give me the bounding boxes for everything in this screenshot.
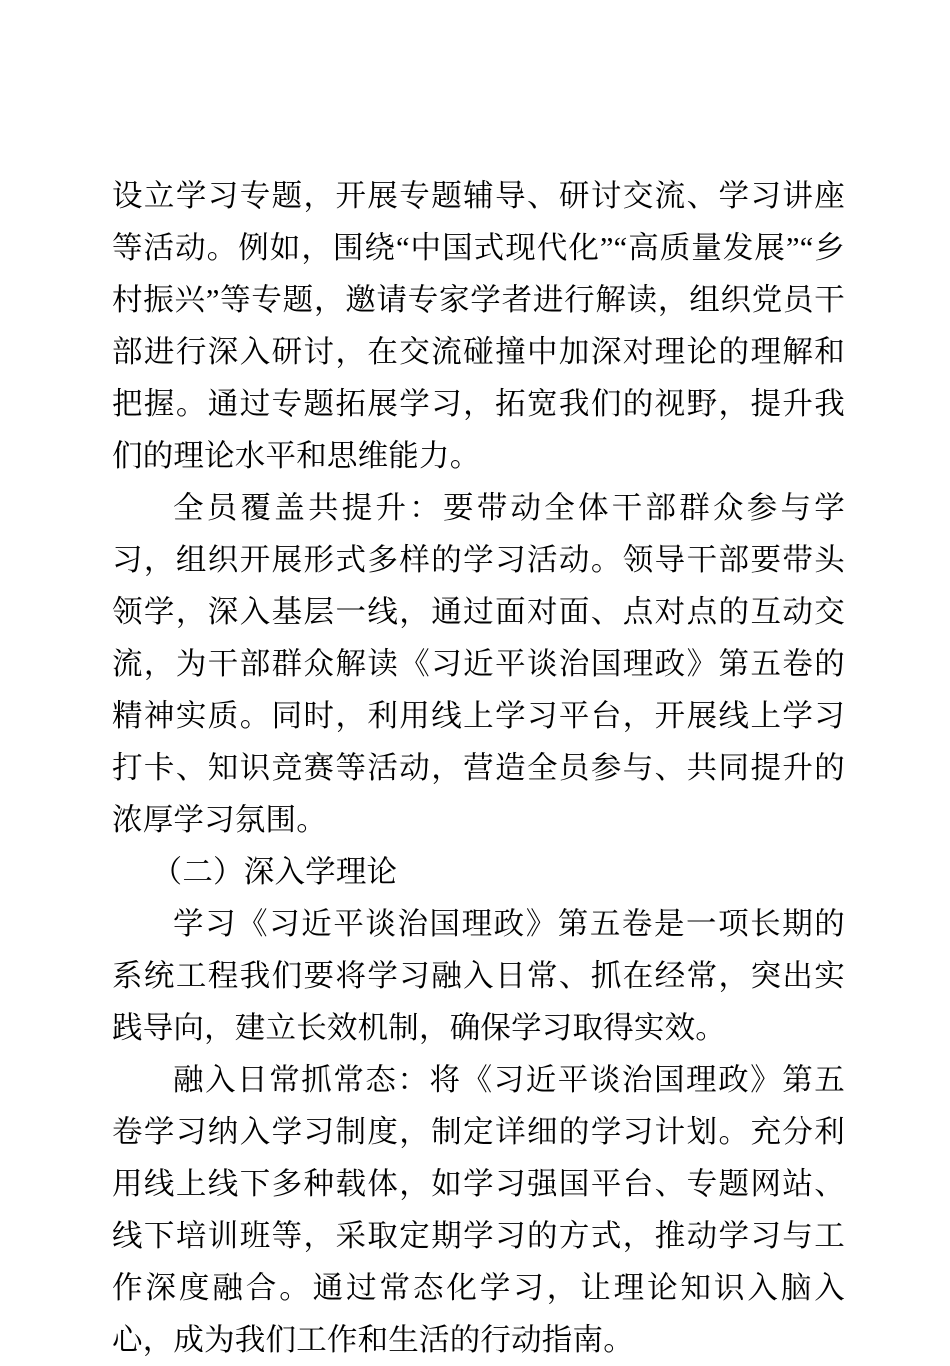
document-body	[112, 170, 845, 1366]
heading-section-two: （二）深入学理论	[151, 855, 398, 889]
paragraph-full-coverage: 全员覆盖共提升：要带动全体干部群众参与学习，组织开展形式多样的学习活动。领导干部要带头领学，深入基层一线，通过面对面、点对点的互动交流，为干部群众解读《习近平谈治国理政》第五卷的精神实质。同时，利用线上学习平台，开展线上学习打卡、知识竞赛等活动，营造全员参与、共同提升的浓厚学习氛围。	[112, 491, 845, 837]
paragraph-topic-expansion: 设立学习专题，开展专题辅导、研讨交流、学习讲座等活动。例如，围绕“中国式现代化”“高质量发展”“乡村振兴”等专题，邀请专家学者进行解读，组织党员干部进行深入研讨，在交流碰撞中加深对理论的理解和把握。通过专题拓展学习，拓宽我们的视野，提升我们的理论水平和思维能力。	[112, 179, 845, 473]
paragraph-daily-integration: 融入日常抓常态：将《习近平谈治国理政》第五卷学习纳入学习制度，制定详细的学习计划。充分利用线上线下多种载体，如学习强国平台、专题网站、线下培训班等，采取定期学习的方式，推动学习与工作深度融合。通过常态化学习，让理论知识入脑入心，成为我们工作和生活的行动指南。	[112, 1063, 845, 1357]
paragraph-long-term-project: 学习《习近平谈治国理政》第五卷是一项长期的系统工程我们要将学习融入日常、抓在经常，突出实践导向，建立长效机制，确保学习取得实效。	[112, 907, 845, 1045]
